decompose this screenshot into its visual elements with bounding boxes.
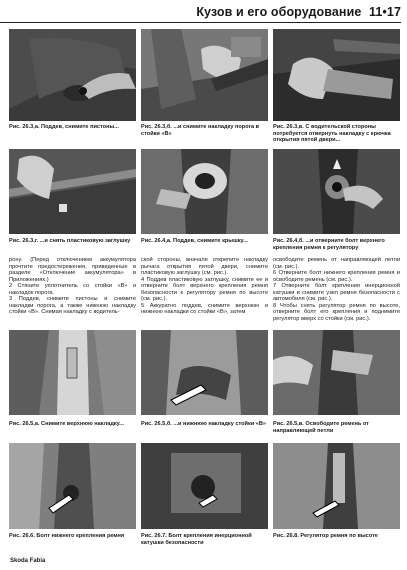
paragraph: 2 Стяните уплотнитель со стойки «В» и накладок порога. — [9, 283, 136, 296]
caption-26-5v: Рис. 26.5,в. Освободите ремень от направляющей петли — [273, 421, 369, 434]
caption-26-3b: Рис. 26.3,б. ...и снимите накладку порога в стойки «В» — [141, 124, 260, 137]
caption-26-3v: Рис. 26.3,в. С водительской стороны потребуется отвернуть накладку с крючка открытия пятой двери... — [273, 124, 391, 144]
photo-26-3v — [273, 29, 400, 121]
chapter-title: Кузов и его оборудование — [196, 5, 362, 19]
paragraph: 6 Отверните болт нижнего крепления ремня и освободите ремень (см. рис.). — [273, 270, 400, 283]
photo-26-3g — [9, 149, 136, 234]
caption-26-4b: Рис. 26.4,б. ...и отверните болт верхнего крепления ремня к регулятору — [273, 238, 385, 251]
photo-26-3a — [9, 29, 136, 121]
caption-26-6: Рис. 26.6. Болт нижнего крепления ремня — [9, 533, 125, 539]
text-column-1 — [9, 257, 136, 316]
caption-26-3a: Рис. 26.3,а. Поддев, снимите пистоны... — [9, 124, 119, 130]
page-header — [196, 5, 401, 19]
photo-26-3b — [141, 29, 268, 121]
footer-brand: Skoda Fabia — [10, 558, 46, 564]
caption-26-5a: Рис. 26.5,а. Снимите верхнюю накладку... — [9, 421, 124, 427]
photo-26-4b — [273, 149, 400, 234]
paragraph: рону. (Перед отключением аккумулятора прочтите предостережения, приведенные в разделе «Отключение аккумулятора» в Приложениях.) — [9, 257, 136, 283]
photo-26-6 — [9, 443, 136, 529]
paragraph: освободите ремень от направляющей петли (см. рис.). — [273, 257, 400, 270]
photo-26-5a — [9, 330, 136, 415]
text-column-3 — [273, 257, 400, 322]
page-number: 11•17 — [369, 5, 401, 19]
photo-26-7 — [141, 443, 268, 529]
photo-26-5v — [273, 330, 400, 415]
caption-26-5b: Рис. 26.5,б. ...и нижнюю накладку стойки «В» — [141, 421, 267, 427]
photo-26-8 — [273, 443, 400, 529]
paragraph: 5 Аккуратно поддев, снимите верхнюю и нижнюю накладки со стойки «В», затем — [141, 302, 268, 315]
photo-26-4a — [141, 149, 268, 234]
caption-26-7: Рис. 26.7. Болт крепления инерционной катушки безопасности — [141, 533, 252, 546]
paragraph: 4 Поддев пластиковую заглушку, снимите ее и отверните болт верхнего крепления ремня безопасности к регулятору ремня по высоте (см. рис.). — [141, 276, 268, 302]
header-rule — [0, 22, 401, 23]
paragraph: ской стороны, вначале открепите накладку рычага открытия пятой двери, снимите пластиковую заглушку (см. рис.). — [141, 257, 268, 276]
caption-26-8: Рис. 26.8. Регулятор ремня по высоте — [273, 533, 378, 539]
paragraph: 3 Поддев, снимите пистоны и снимите накладки порога, а также нижнюю накладку стойки «В». Снимая накладку с водитель- — [9, 296, 136, 315]
paragraph: 8 Чтобы снять регулятор ремня по высоте, отверните болт его крепления и поднимите регулятор вверх со стойки (см. рис.). — [273, 302, 400, 322]
caption-26-4a: Рис. 26.4,а. Поддев, снимите крышку... — [141, 238, 248, 244]
photo-26-5b — [141, 330, 268, 415]
caption-26-3g: Рис. 26.3,г. ...и снять пластиковую заглушку — [9, 238, 131, 244]
paragraph: 7 Отверните болт крепления инерционной катушки и снимите узел ремня безопасности с автомобиля (см. рис.). — [273, 283, 400, 302]
text-column-2 — [141, 257, 268, 316]
